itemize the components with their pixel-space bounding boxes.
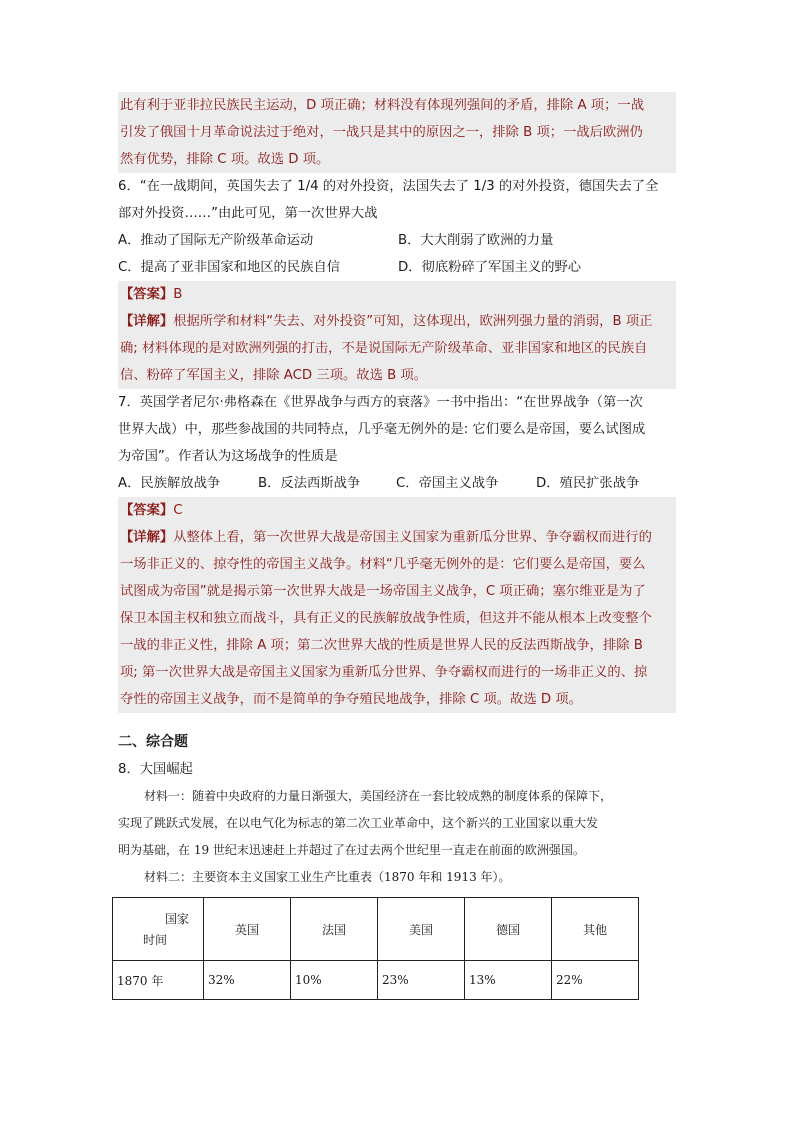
question-8-title: 8．大国崛起 [118, 762, 193, 777]
corner-label-time: 时间 [143, 933, 168, 947]
option-b: B．大大削弱了欧洲的力量 [398, 233, 554, 248]
answer-block [118, 497, 676, 713]
material-1-line: 明为基础，在 19 世纪末迅速赶上并超过了在过去两个世纪里一直走在前面的欧洲强国。 [118, 843, 585, 857]
detail-line: 夺性的帝国主义战争，而不是简单的争夺殖民地战争，排除 C 项。故选 D 项。 [120, 692, 582, 707]
column-header: 美国 [378, 898, 465, 961]
question-stem-line: 世界大战）中，那些参战国的共同特点，几乎毫无例外的是: 它们要么是帝国，要么试图成 [118, 422, 646, 437]
detail-line: 试图成为帝国”就是揭示第一次世界大战是一场帝国主义战争，C 项正确；塞尔维亚是为了 [120, 584, 646, 599]
options-row [118, 470, 676, 497]
previous-answer-explanation [118, 92, 676, 173]
section-title: 二、综合题 [118, 734, 188, 750]
text-line: 引发了俄国十月革命说法过于绝对，一战只是其中的原因之一，排除 B 项；一战后欧洲仍 [120, 125, 643, 140]
text-line: 然有优势，排除 C 项。故选 D 项。 [120, 152, 330, 167]
detail-line: 保卫本国主权和独立而战斗，具有正义的民族解放战争性质，但这并不能从根本上改变整个 [120, 611, 652, 626]
detail-line [120, 308, 674, 335]
table-cell: 13% [465, 961, 552, 1000]
detail-line [120, 524, 674, 551]
detail-text: 从整体上看，第一次世界大战是帝国主义国家为重新瓜分世界、争夺霸权而进行的 [173, 530, 652, 545]
column-header: 德国 [465, 898, 552, 961]
detail-line: 项; 第一次世界大战是帝国主义国家为重新瓜分世界、争夺霸权而进行的一场非正义的、掠 [120, 665, 648, 680]
column-header: 其他 [552, 898, 639, 961]
table-row [113, 961, 639, 1000]
detail-text: 根据所学和材料“失去、对外投资”可知，这体现出，欧洲列强力量的消弱，B 项正 [173, 314, 653, 329]
option-b: B．反法西斯战争 [258, 476, 361, 491]
question-stem-line: 部对外投资……”由此可见，第一次世界大战 [118, 206, 378, 221]
detail-line: 一战的非正义性，排除 A 项；第二次世界大战的性质是世界人民的反法西斯战争，排除 B [120, 638, 643, 653]
option-c: C．提高了亚非国家和地区的民族自信 [118, 260, 341, 275]
table-header-row [113, 898, 639, 961]
detail-line: 信、粉碎了军国主义，排除 ACD 三项。故选 B 项。 [120, 368, 428, 383]
option-a: A．民族解放战争 [118, 476, 221, 491]
material-1-line: 材料一：随着中央政府的力量日渐强大，美国经济在一套比较成熟的制度体系的保障下， [144, 789, 613, 803]
answer-tag: 【答案】 [120, 287, 174, 302]
detail-line: 一场非正义的、掠夺性的帝国主义战争。材料“几乎毫无例外的是：它们要么是帝国，要么 [120, 557, 646, 572]
detail-tag: 【详解】 [120, 314, 174, 329]
answer-tag: 【答案】 [120, 503, 174, 518]
table-cell: 23% [378, 961, 465, 1000]
options-row [118, 254, 676, 281]
answer-line [120, 497, 674, 524]
option-d: D．彻底粉碎了军国主义的野心 [398, 260, 582, 275]
detail-line: 确; 材料体现的是对欧洲列强的打击，不是说国际无产阶级革命、亚非国家和地区的民族自 [120, 341, 648, 356]
table-corner-cell [113, 898, 204, 961]
answer-value: C [173, 503, 183, 518]
document-page [118, 92, 676, 1000]
option-a: A．推动了国际无产阶级革命运动 [118, 233, 314, 248]
text-line: 此有利于亚非拉民族民主运动，D 项正确；材料没有体现列强间的矛盾，排除 A 项；一战 [120, 98, 644, 113]
production-share-table [112, 897, 639, 1000]
option-d: D．殖民扩张战争 [536, 476, 640, 491]
material-2-caption: 材料二：主要资本主义国家工业生产比重表（1870 年和 1913 年）。 [144, 870, 511, 884]
table-cell: 22% [552, 961, 639, 1000]
table-cell: 10% [291, 961, 378, 1000]
options-row [118, 227, 676, 254]
answer-value: B [173, 287, 183, 302]
column-header: 英国 [204, 898, 291, 961]
option-c: C．帝国主义战争 [396, 476, 499, 491]
corner-label-country: 国家 [164, 912, 189, 926]
answer-block [118, 281, 676, 389]
material-1-line: 实现了跳跃式发展，在以电气化为标志的第二次工业革命中，这个新兴的工业国家以重大发 [118, 816, 599, 830]
question-7 [118, 389, 676, 713]
question-stem-line: 为帝国”。作者认为这场战争的性质是 [118, 449, 338, 464]
detail-tag: 【详解】 [120, 530, 174, 545]
column-header: 法国 [291, 898, 378, 961]
row-year: 1870 年 [113, 961, 204, 1000]
answer-line [120, 281, 674, 308]
question-stem-line: 7．英国学者尼尔·弗格森在《世界战争与西方的衰落》一书中指出：“在世界战争（第一次 [118, 395, 643, 410]
table-cell: 32% [204, 961, 291, 1000]
question-6 [118, 173, 676, 389]
question-stem-line: 6．“在一战期间，英国失去了 1/4 的对外投资，法国失去了 1/3 的对外投资，德国失去了全 [118, 179, 659, 194]
